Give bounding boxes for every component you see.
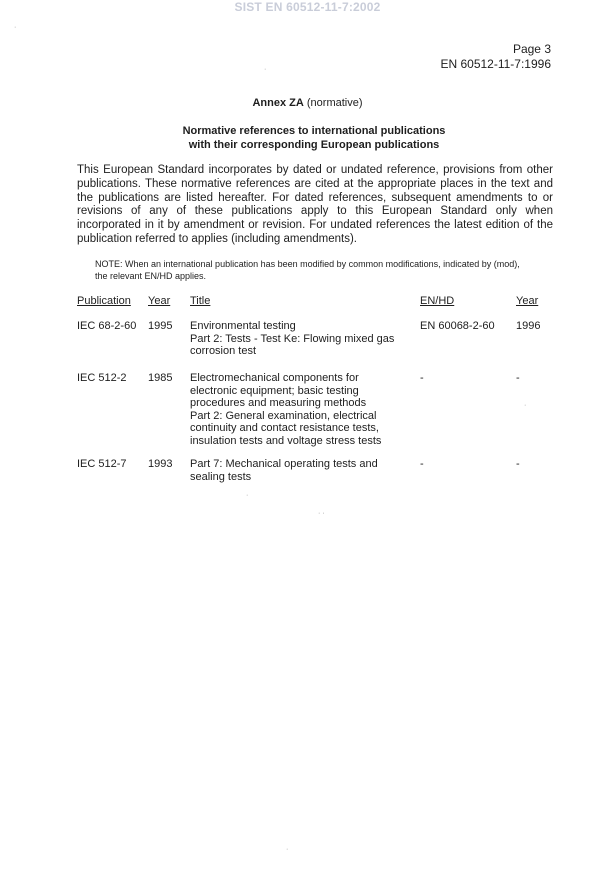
page-number: Page 3 xyxy=(512,42,551,56)
row1-title xyxy=(190,320,394,358)
row2-title xyxy=(190,372,381,447)
standard-number: EN 60512-11-7:1996 xyxy=(440,57,551,71)
row2-title-line: insulation tests and voltage stress tests xyxy=(190,434,382,447)
col-header-publication: Publication xyxy=(77,295,131,307)
watermark: SIST EN 60512-11-7:2002 xyxy=(234,0,381,14)
scan-speck: · xyxy=(264,66,267,73)
page-header xyxy=(440,42,551,72)
row2-title-line: Electromechanical components for xyxy=(190,372,359,384)
row2-year: 1985 xyxy=(148,372,173,384)
row1-title-line: Environmental testing xyxy=(190,320,296,332)
col-header-en-year: Year xyxy=(516,295,539,307)
row1-title-line: Part 2: Tests - Test Ke: Flowing mixed gas xyxy=(190,332,395,345)
annex-type: (normative) xyxy=(306,97,363,109)
row1-en-hd: EN 60068-2-60 xyxy=(420,320,495,332)
annex-label: Annex ZA xyxy=(252,97,304,109)
scan-speck: · · xyxy=(318,510,325,517)
row3-title xyxy=(190,458,378,483)
row2-title-line: Part 2: General examination, electrical xyxy=(190,409,377,422)
row3-title-line: sealing tests xyxy=(190,470,252,483)
row1-year: 1995 xyxy=(148,320,173,332)
row1-title-line: corrosion test xyxy=(190,345,257,357)
references-title-line1: Normative references to international publications xyxy=(182,125,446,137)
intro-paragraph: This European Standard incorporates by dated or undated reference, provisions from other publications. These normative references are cited at the appropriate places in the text and the publications are listed hereafter. For dated references, subsequent amendments to or revisions of any of these publications apply to this European Standard only when incorporated in it by amendment or revision. For undated references the latest edition of the publication referred to applies (including amendments). xyxy=(77,164,553,245)
row2-title-line: procedures and measuring methods xyxy=(190,397,367,409)
row3-year: 1993 xyxy=(148,458,173,470)
row2-title-line: electronic equipment; basic testing xyxy=(190,384,359,397)
col-header-en-hd: EN/HD xyxy=(420,295,455,307)
row2-publication: IEC 512-2 xyxy=(77,372,127,384)
row2-en-hd: - xyxy=(420,372,424,384)
col-header-year: Year xyxy=(148,295,171,307)
scan-speck: · xyxy=(246,492,249,499)
annex-heading xyxy=(0,97,615,109)
row2-en-year: - xyxy=(516,372,520,384)
references-title-line2: with their corresponding European publications xyxy=(188,139,440,151)
row3-en-hd: - xyxy=(420,458,424,470)
row3-en-year: - xyxy=(516,458,520,470)
row3-title-line: Part 7: Mechanical operating tests and xyxy=(190,458,378,470)
row2-title-line: continuity and contact resistance tests, xyxy=(190,422,379,434)
note xyxy=(95,259,555,282)
scan-speck: · xyxy=(14,24,17,31)
references-title xyxy=(0,124,615,152)
scan-speck: · xyxy=(524,402,527,409)
row3-publication: IEC 512-7 xyxy=(77,458,127,470)
note-line1: NOTE: When an international publication has been modified by common modifications, indicated by (mod), xyxy=(95,259,520,269)
note-line2: the relevant EN/HD applies. xyxy=(95,270,207,281)
row1-publication: IEC 68-2-60 xyxy=(77,320,137,332)
col-header-title: Title xyxy=(190,295,211,307)
row1-en-year: 1996 xyxy=(516,320,541,332)
scan-speck: · xyxy=(286,846,289,853)
